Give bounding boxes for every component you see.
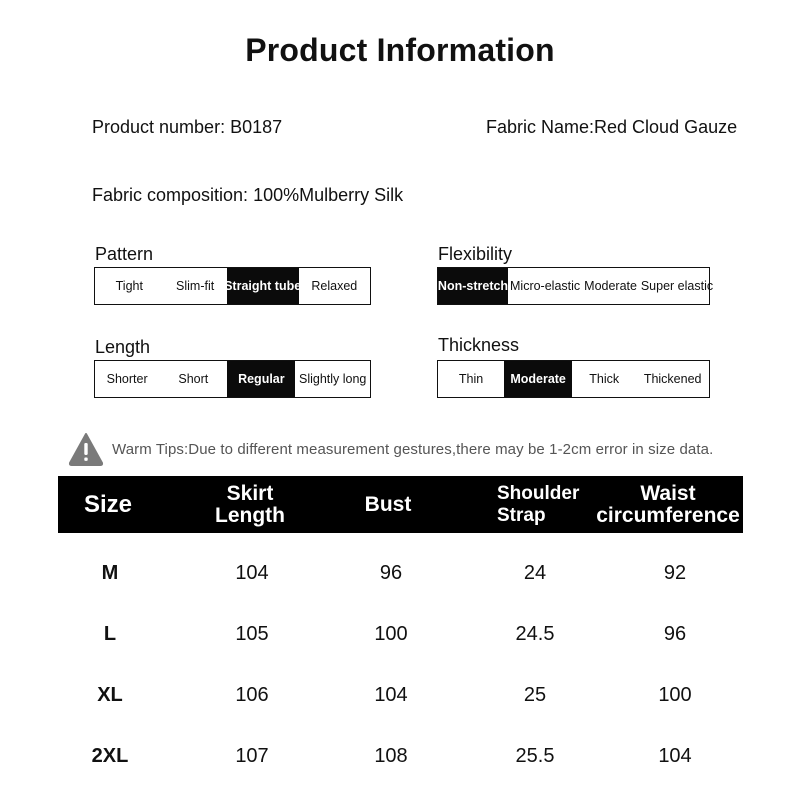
header-waist-circumference: Waist circumference — [596, 481, 740, 527]
table-cell: 104 — [235, 562, 269, 584]
table-cell: 108 — [374, 745, 408, 767]
table-cell: 92 — [663, 562, 687, 584]
table-cell: 105 — [235, 623, 269, 645]
pattern-option: Tight — [115, 279, 143, 293]
table-cell: 24.5 — [515, 623, 555, 645]
flexibility-option: Micro-elastic — [510, 279, 581, 293]
table-row — [0, 562, 800, 588]
table-cell: 104 — [374, 684, 408, 706]
table-cell: 25 — [523, 684, 547, 706]
fabric-name — [486, 117, 737, 138]
table-cell: XL — [97, 684, 123, 706]
warm-tips — [68, 432, 713, 466]
thickness-scale — [437, 360, 710, 398]
pattern-scale — [94, 267, 371, 305]
flexibility-option: Non-stretch — [438, 268, 508, 304]
length-option: Short — [178, 372, 209, 386]
length-option: Shorter — [106, 372, 148, 386]
pattern-option: Straight tube — [227, 268, 299, 304]
table-row — [0, 684, 800, 710]
thickness-option: Moderate — [504, 361, 572, 397]
size-table-header — [58, 476, 743, 533]
header-bust: Bust — [364, 492, 412, 516]
pattern-option: Slim-fit — [176, 279, 215, 293]
pattern-option: Relaxed — [311, 279, 358, 293]
fabric-name-label: Fabric Name: — [486, 117, 595, 137]
table-cell: M — [101, 562, 119, 584]
table-cell: 100 — [374, 623, 408, 645]
header-skirt-length: Skirt Length — [215, 481, 285, 527]
fabric-name-value: Red Cloud Gauze — [594, 117, 738, 137]
product-number — [92, 117, 282, 138]
length-scale — [94, 360, 371, 398]
table-cell: 104 — [658, 745, 692, 767]
table-cell: 100 — [658, 684, 692, 706]
table-row — [0, 745, 800, 771]
length-option: Slightly long — [298, 372, 367, 386]
table-cell: 96 — [663, 623, 687, 645]
flexibility-option: Super elastic — [640, 279, 714, 293]
flexibility-scale — [437, 267, 714, 305]
page-title: Product Information — [245, 32, 555, 68]
table-cell: L — [103, 623, 117, 645]
flexibility-option: Moderate — [584, 279, 637, 293]
product-number-label: Product number: — [92, 117, 226, 137]
flexibility-label: Flexibility — [438, 244, 513, 264]
warm-tips-text: Warm Tips:Due to different measurement gestures,there may be 1-2cm error in size data. — [112, 440, 714, 458]
fabric-composition-value: 100%Mulberry Silk — [253, 185, 404, 205]
header-size: Size — [83, 490, 133, 518]
thickness-option: Thin — [458, 372, 484, 386]
length-option: Regular — [227, 361, 295, 397]
warning-triangle-icon — [68, 432, 104, 466]
fabric-composition — [92, 185, 403, 206]
table-cell: 96 — [379, 562, 403, 584]
table-cell: 106 — [235, 684, 269, 706]
thickness-option: Thickened — [643, 372, 702, 386]
header-shoulder-strap: Shoulder Strap — [497, 482, 580, 526]
table-cell: 107 — [235, 745, 269, 767]
fabric-composition-label: Fabric composition: — [92, 185, 249, 205]
table-row — [0, 623, 800, 649]
thickness-option: Thick — [589, 372, 620, 386]
thickness-label: Thickness — [438, 335, 520, 355]
table-cell: 24 — [523, 562, 547, 584]
product-number-value: B0187 — [230, 117, 283, 137]
pattern-label: Pattern — [95, 244, 154, 264]
length-label: Length — [95, 337, 151, 357]
table-cell: 25.5 — [515, 745, 555, 767]
table-cell: 2XL — [91, 745, 129, 767]
